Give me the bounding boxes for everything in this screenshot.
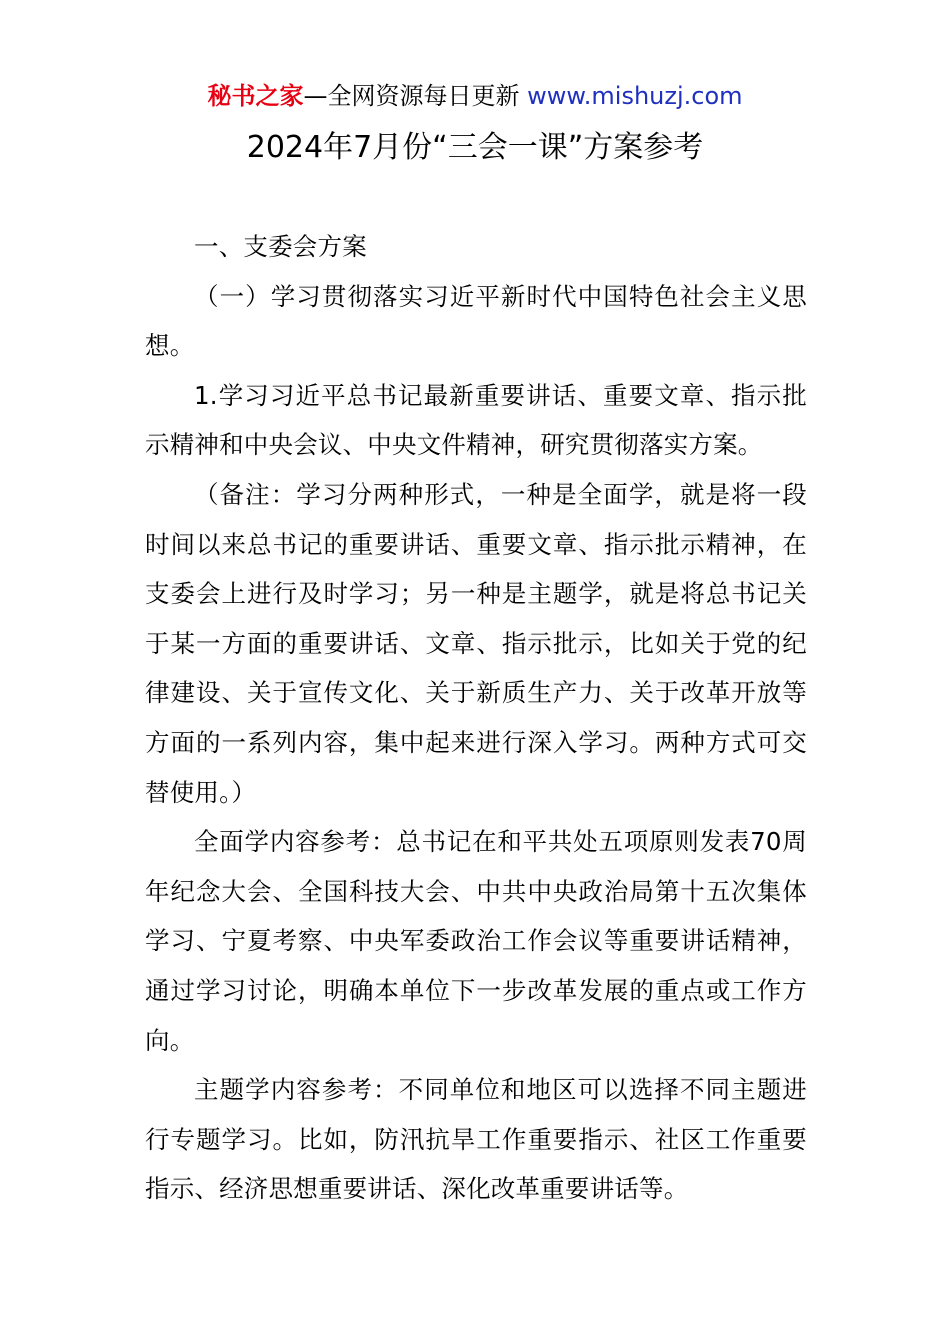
- body-paragraph: 全面学内容参考：总书记在和平共处五项原则发表70周年纪念大会、全国科技大会、中共中央政治局第十五次集体学习、宁夏考察、中央军委政治工作会议等重要讲话精神，通过学习讨论，明确本单位下一步改革发展的重点或工作方向。: [145, 827, 807, 1055]
- watermark-header: [0, 80, 950, 112]
- site-url[interactable]: www.mishuzj.com: [527, 82, 743, 110]
- section-heading: 一、支委会方案: [194, 232, 367, 261]
- subsection-heading: （一）学习贯彻落实习近平新时代中国特色社会主义思想。: [145, 281, 807, 361]
- body-paragraph: 1.学习习近平总书记最新重要讲话、重要文章、指示批示精神和中央会议、中央文件精神，研究贯彻落实方案。: [145, 380, 807, 460]
- document-title: 2024年7月份“三会一课”方案参考: [246, 130, 704, 165]
- document-body: [145, 222, 807, 1214]
- site-tagline: —全网资源每日更新: [303, 82, 520, 110]
- body-paragraph: 主题学内容参考：不同单位和地区可以选择不同主题进行专题学习。比如，防汛抗旱工作重要指示、社区工作重要指示、经济思想重要讲话、深化改革重要讲话等。: [145, 1075, 807, 1204]
- note-paragraph: （备注：学习分两种形式，一种是全面学，就是将一段时间以来总书记的重要讲话、重要文章、指示批示精神，在支委会上进行及时学习；另一种是主题学，就是将总书记关于某一方面的重要讲话、文章、指示批示，比如关于党的纪律建设、关于宣传文化、关于新质生产力、关于改革开放等方面的一系列内容，集中起来进行深入学习。两种方式可交替使用。）: [145, 479, 807, 807]
- site-brand: 秘书之家: [207, 82, 304, 110]
